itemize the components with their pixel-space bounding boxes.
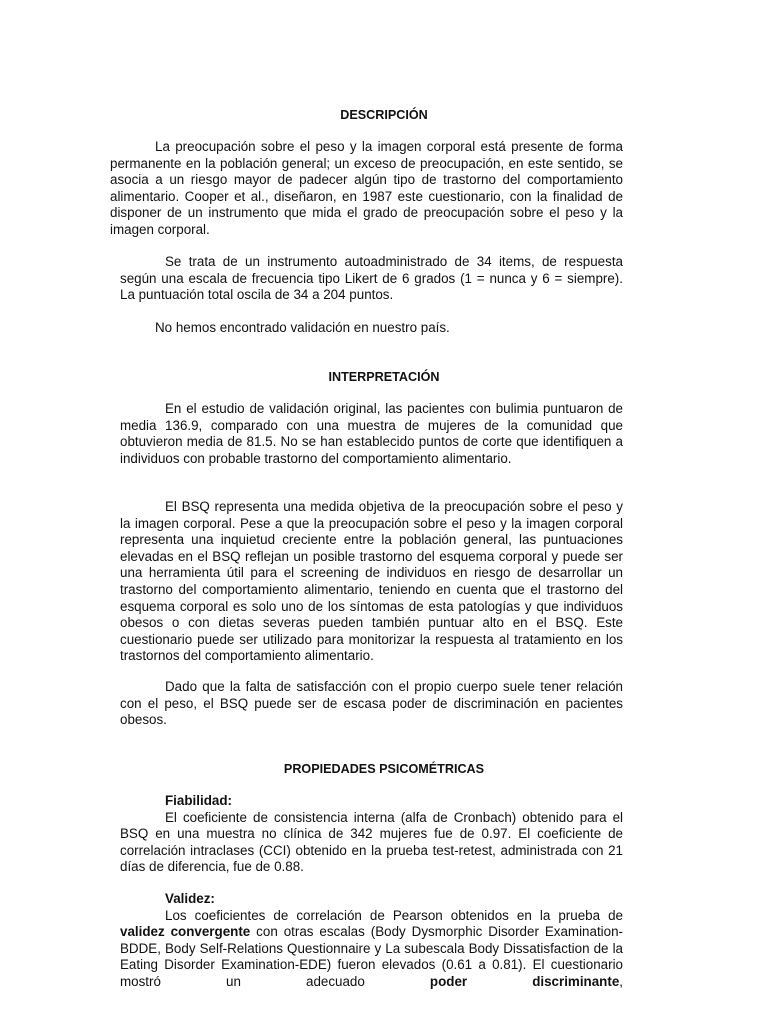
descripcion-paragraph-3-text: No hemos encontrado validación en nuestro país. <box>155 320 450 335</box>
interpretacion-paragraph-3 <box>120 679 623 729</box>
validez-convergente-term: validez convergente <box>120 924 251 940</box>
descripcion-paragraph-2 <box>120 254 623 304</box>
descripcion-paragraph-2-text: Se trata de un instrumento autoadministrado de 34 items, de respuesta según una escala de frecuencia tipo Likert de 6 grados (1 = nunca y 6 = siempre). La puntuación total oscila de 34 a 204 puntos. <box>120 254 623 303</box>
validez-paragraph <box>120 891 623 991</box>
interpretacion-paragraph-3-text: Dado que la falta de satisfacción con el propio cuerpo suele tener relación con el peso, el BSQ puede ser de escasa poder de discriminación en pacientes obesos. <box>120 679 623 728</box>
validez-text-mid: con otras escalas (Body Dysmorphic Disorder Examination-BDDE, Body Self-Relations Questionnaire y La subescala Body Dissatisfaction de la Eating Disorder Examination-EDE) fueron elevados (0.61 a 0.81). El cuestionario mostró un adecuado <box>120 924 623 989</box>
fiabilidad-label: Fiabilidad: <box>165 793 232 808</box>
validez-text-post: , <box>619 973 624 989</box>
section-title-propiedades: PROPIEDADES PSICOMÉTRICAS <box>283 762 485 776</box>
validez-text-pre: Los coeficientes de correlación de Pearson obtenidos en la prueba de <box>165 907 623 923</box>
interpretacion-paragraph-2 <box>120 499 623 665</box>
poder-discriminante-term: poder discriminante <box>429 973 620 989</box>
fiabilidad-paragraph <box>120 793 623 876</box>
section-title-descripcion: DESCRIPCIÓN <box>340 108 428 122</box>
validez-label: Validez: <box>165 891 215 906</box>
interpretacion-paragraph-1-text: En el estudio de validación original, las pacientes con bulimia puntuaron de media 136.9, comparado con una muestra de mujeres de la comunidad que obtuvieron media de 81.5. No se han establecido puntos de corte que identifiquen a individuos con probable trastorno del comportamiento alimentario. <box>120 401 623 466</box>
interpretacion-paragraph-1 <box>120 401 623 467</box>
section-title-interpretacion: INTERPRETACIÓN <box>328 370 440 384</box>
interpretacion-paragraph-2-text: El BSQ representa una medida objetiva de la preocupación sobre el peso y la imagen corporal. Pese a que la preocupación sobre el peso y la imagen corporal representa una inquietud creciente entre la población general, las puntuaciones elevadas en el BSQ reflejan un posible trastorno del esquema corporal y puede ser una herramienta útil para el screening de individuos en riesgo de desarrollar un trastorno del comportamiento alimentario, teniendo en cuenta que el trastorno del esquema corporal es solo uno de los síntomas de esta patologías y que individuos obesos o con dietas severas pueden también puntuar alto en el BSQ. Este cuestionario puede ser utilizado para monitorizar la respuesta al tratamiento en los trastornos del comportamiento alimentario. <box>120 499 623 664</box>
descripcion-paragraph-1-text: La preocupación sobre el peso y la imagen corporal está presente de forma permanente en la población general; un exceso de preocupación, en este sentido, se asocia a un riesgo mayor de padecer algún tipo de trastorno del comportamiento alimentario. Cooper et al., diseñaron, en 1987 este cuestionario, con la finalidad de disponer de un instrumento que mida el grado de preocupación sobre el peso y la imagen corporal. <box>110 139 623 237</box>
fiabilidad-text: El coeficiente de consistencia interna (alfa de Cronbach) obtenido para el BSQ en una muestra no clínica de 342 mujeres fue de 0.97. El coeficiente de correlación intraclases (CCI) obtenido en la prueba test-retest, administrada con 21 días de diferencia, fue de 0.88. <box>120 809 623 875</box>
descripcion-paragraph-1 <box>110 139 623 239</box>
descripcion-paragraph-3 <box>110 320 623 337</box>
